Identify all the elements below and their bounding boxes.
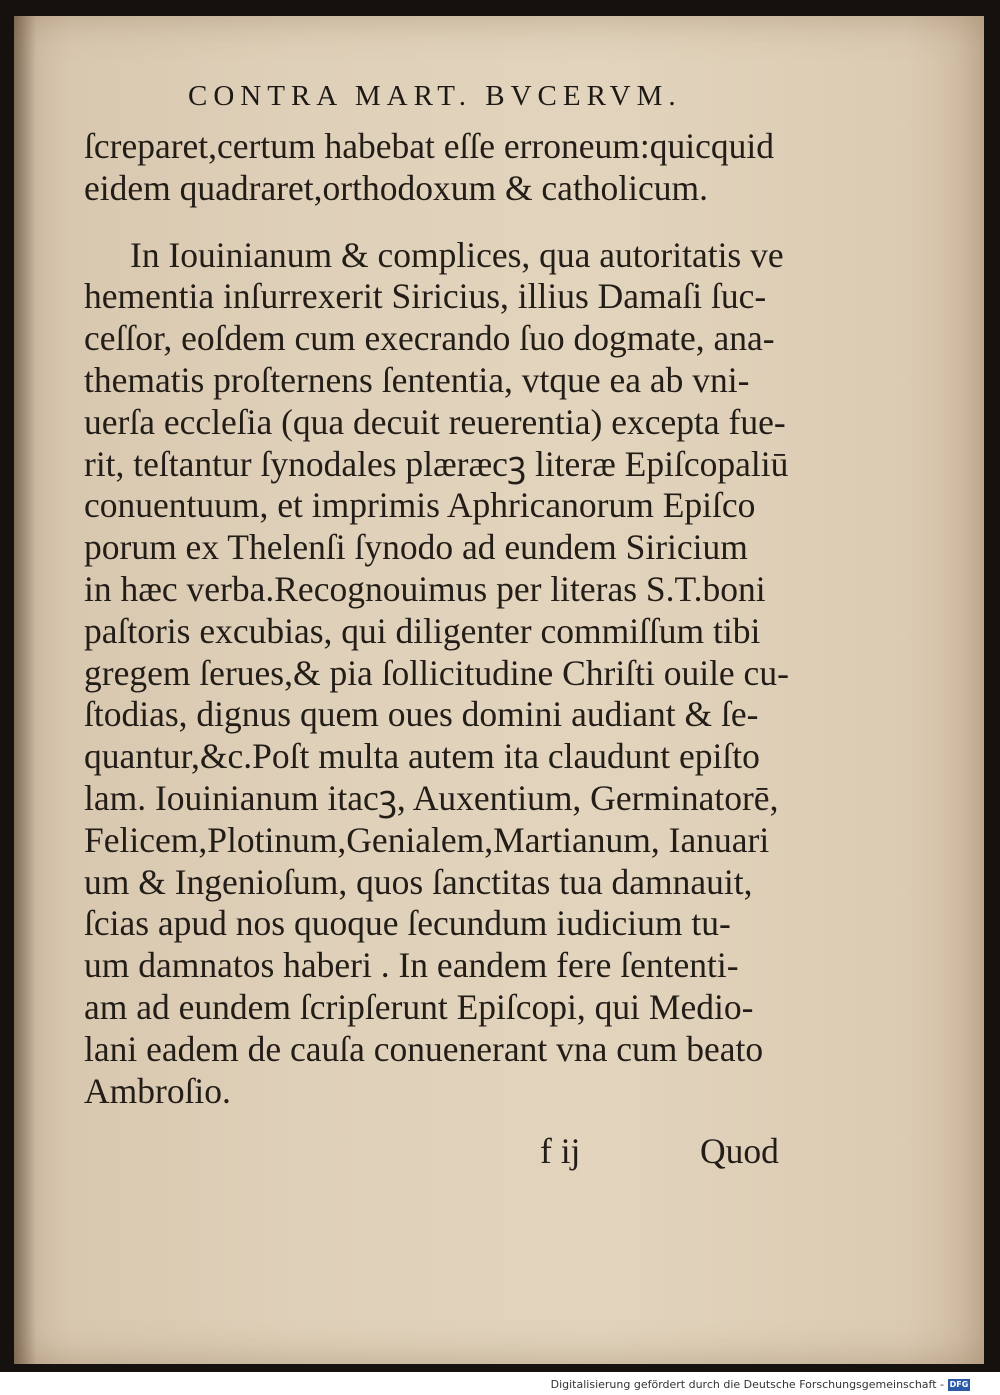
text-line: porum ex Thelenſi ſynodo ad eundem Siricium [84, 527, 748, 568]
paragraph-continuation [84, 126, 804, 210]
text-line: ceſſor, eoſdem cum execrando ſuo dogmate, ana- [84, 318, 775, 359]
text-line: gregem ſerues,& pia ſollicitudine Chriſti ouile cu- [84, 652, 789, 693]
text-line: um & Ingenioſum, quos ſanctitas tua damnauit, [84, 861, 753, 902]
text-line: am ad eundem ſcripſerunt Epiſcopi, qui Medio- [84, 986, 754, 1027]
digitization-credit [551, 1378, 970, 1391]
text-line: in hæc verba.Recognouimus per literas S.T.boni [84, 568, 766, 609]
running-head: CONTRA MART. BVCERVM. [188, 80, 682, 112]
text-line: quantur,&c.Poſt multa autem ita claudunt epiſto [84, 736, 760, 777]
text-line: um damnatos haberi . In eandem fere ſententi- [84, 945, 739, 986]
text-line: ſcias apud nos quoque ſecundum iudicium tu- [84, 903, 731, 944]
text-line: In Iouinianum & complices, qua autoritatis ve [130, 234, 784, 275]
page-text [84, 126, 804, 1112]
page-gutter-shadow [14, 16, 36, 1364]
text-line: eidem quadraret,orthodoxum & catholicum. [84, 167, 709, 208]
text-line: lam. Iouinianum itacꝫ, Auxentium, Germinatorē, [84, 777, 779, 818]
text-line: ſcreparet,certum habebat eſſe erroneum:quicquid [84, 126, 774, 166]
text-line: Felicem,Plotinum,Genialem,Martianum, Ianuari [84, 819, 770, 860]
dfg-logo-icon: DFG [949, 1379, 969, 1389]
paragraph-gap [84, 210, 804, 235]
paragraph-main [84, 235, 804, 1113]
text-line: conuentuum, et imprimis Aphricanorum Epiſco [84, 485, 756, 526]
text-line: uerſa eccleſia (qua decuit reuerentia) excepta fue- [84, 401, 786, 442]
text-line: Ambroſio. [84, 1070, 231, 1111]
credit-text: Digitalisierung gefördert durch die Deutsche Forschungsgemeinschaft - [550, 1378, 944, 1391]
text-line: lani eadem de cauſa conuenerant vna cum beato [84, 1028, 764, 1069]
text-line: paſtoris excubias, qui diligenter commiſſum tibi [84, 610, 761, 651]
text-line: hementia inſurrexerit Siricius, illius Damaſi ſuc- [84, 276, 767, 317]
text-line: thematis proſternens ſententia, vtque ea ab vni- [84, 359, 750, 400]
catchword: Quod [700, 1131, 779, 1171]
signature-mark: f ij [540, 1131, 581, 1171]
text-line: rit, teſtantur ſynodales plæræcꝫ literæ Epiſcopaliū [84, 443, 789, 484]
text-line: ſtodias, dignus quem oues domini audiant & ſe- [84, 694, 759, 735]
